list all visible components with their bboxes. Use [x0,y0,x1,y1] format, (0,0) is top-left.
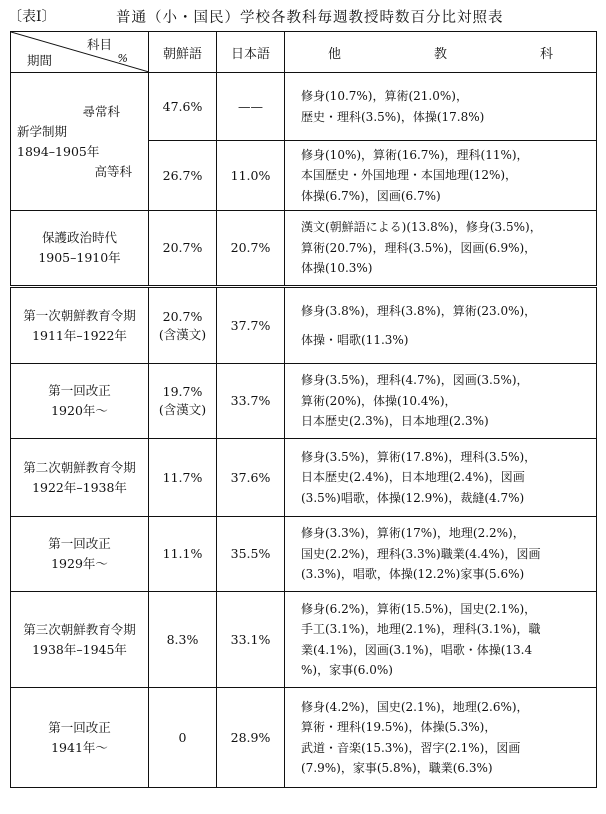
period-sub-label: 高等科 [94,163,132,179]
other-line: 算術(20%)，体操(10.4%)， [301,393,457,408]
other-line: (3.3%)，唱歌，体操(12.2%)家事(5.6%) [301,567,525,582]
korean-percent: 20.7% [162,308,203,324]
japanese-value: 11.0% [217,141,285,211]
korean-value: 11.1% [149,517,217,592]
period-cell [11,688,149,788]
other-line: 修身(10%)，算術(16.7%)，理科(11%)， [301,147,529,162]
korean-value [149,364,217,439]
period-name: 保護政治時代 [41,230,117,245]
period-name: 第一回改正 [48,383,111,398]
korean-value: 11.7% [149,439,217,517]
other-line: 体操(6.7%)，図画(6.7%) [301,188,441,203]
other-line: 修身(4.2%)，国史(2.1%)，地理(2.6%)， [301,699,529,714]
other-line: 算術・理科(19.5%)，体操(5.3%)， [301,720,497,734]
header-other: 他 教 科 [285,32,597,73]
header-korean: 朝鮮語 [149,32,217,73]
korean-value: 20.7% [149,211,217,287]
header-percent: % [117,52,128,65]
table-label: 〔表Ⅰ〕 [8,9,56,25]
period-cell [11,439,149,517]
korean-note: (含漢文) [158,326,207,342]
other-line: 修身(3.3%)，算術(17%)，地理(2.2%)， [301,526,525,541]
japanese-value: 37.7% [217,287,285,364]
table-caption [8,4,598,26]
period-name: 第一回改正 [48,719,111,735]
period-cell [11,592,149,688]
japanese-value: 37.6% [217,439,285,517]
header-row [11,32,597,73]
period-cell [11,73,149,211]
korean-value: 26.7% [149,141,217,211]
other-line: (7.9%)，家事(5.8%)，職業(6.3%) [301,761,493,775]
period-cell [11,211,149,287]
korean-value: 8.3% [149,592,217,688]
other-line: 修身(3.5%)，算術(17.8%)，理科(3.5%)， [301,449,537,464]
period-years: 1920年〜 [51,403,108,418]
table-title: 普通（小・国民）学校各教科毎週教授時数百分比対照表 [116,10,504,26]
other-subjects [285,364,597,439]
other-line: 歴史・理科(3.5%)，体操(17.8%) [301,109,485,124]
period-name: 第一回改正 [48,536,111,551]
other-subjects [285,688,597,788]
other-subjects [285,592,597,688]
japanese-value: 35.5% [217,517,285,592]
japanese-value: 33.1% [217,592,285,688]
other-line: 修身(6.2%)，算術(15.5%)，国史(2.1%)， [301,601,537,616]
diagonal-header-cell [11,32,149,73]
period-cell [11,364,149,439]
table-row [11,592,597,688]
other-subjects [285,439,597,517]
table-row [11,517,597,592]
japanese-value: 28.9% [217,688,285,788]
period-cell [11,287,149,364]
other-line: 本国歴史・外国地理・本国地理(12%)， [301,168,518,183]
other-line: 体操・唱歌(11.3%) [301,332,409,347]
korean-value [149,287,217,364]
period-years: 1941年〜 [51,739,108,755]
header-subject: 科目 [86,37,112,52]
japanese-value: —— [217,73,285,141]
header-period: 期間 [27,53,53,68]
comparison-table [10,31,597,788]
header-japanese: 日本語 [217,32,285,73]
period-years: 1911年–1922年 [32,327,127,343]
period-years: 1894–1905年 [17,143,100,159]
table-row [11,211,597,287]
period-years: 1938年–1945年 [32,641,127,657]
period-name: 第三次朝鮮教育令期 [23,621,136,637]
table-row [11,688,597,788]
other-line: (3.5%)唱歌，体操(12.9%)，裁縫(4.7%) [301,490,525,505]
other-subjects [285,287,597,364]
period-name: 第二次朝鮮教育令期 [23,459,136,475]
table-row [11,364,597,439]
other-line: 修身(3.8%)，理科(3.8%)，算術(23.0%)， [301,304,537,318]
other-line: %)，家事(6.0%) [301,663,393,677]
period-name: 新学制期 [17,123,68,139]
period-years: 1929年〜 [51,556,108,571]
korean-note: (含漢文) [158,402,207,417]
other-line: 日本歴史(2.3%)，日本地理(2.3%) [301,414,489,429]
period-cell [11,517,149,592]
period-sub-label: 尋常科 [82,103,120,119]
korean-value: 0 [149,688,217,788]
japanese-value: 20.7% [217,211,285,287]
korean-percent: 19.7% [162,384,203,399]
japanese-value: 33.7% [217,364,285,439]
other-line: 漢文(朝鮮語による)(13.8%)，修身(3.5%)， [301,220,542,235]
other-line: 日本歴史(2.4%)，日本地理(2.4%)，図画 [301,470,525,485]
other-line: 修身(10.7%)，算術(21.0%)， [301,89,468,103]
period-years: 1905–1910年 [38,250,121,265]
other-line: 手工(3.1%)，地理(2.1%)，理科(3.1%)，職 [301,622,541,636]
period-name: 第一次朝鮮教育令期 [23,307,136,323]
table-row [11,439,597,517]
other-line: 武道・音楽(15.3%)，習字(2.1%)，図画 [301,740,521,755]
other-subjects [285,211,597,287]
other-subjects [285,517,597,592]
other-subjects [285,73,597,141]
period-years: 1922年–1938年 [32,479,127,495]
table-row [11,73,597,141]
other-line: 算術(20.7%)，理科(3.5%)，図画(6.9%)， [301,240,537,255]
other-line: 業(4.1%)，図画(3.1%)，唱歌・体操(13.4 [301,642,533,657]
other-line: 修身(3.5%)，理科(4.7%)，図画(3.5%)， [301,373,529,388]
table-row [11,287,597,364]
korean-value: 47.6% [149,73,217,141]
other-line: 国史(2.2%)，理科(3.3%)職業(4.4%)，図画 [301,546,541,561]
other-subjects [285,141,597,211]
other-line: 体操(10.3%) [301,261,373,276]
